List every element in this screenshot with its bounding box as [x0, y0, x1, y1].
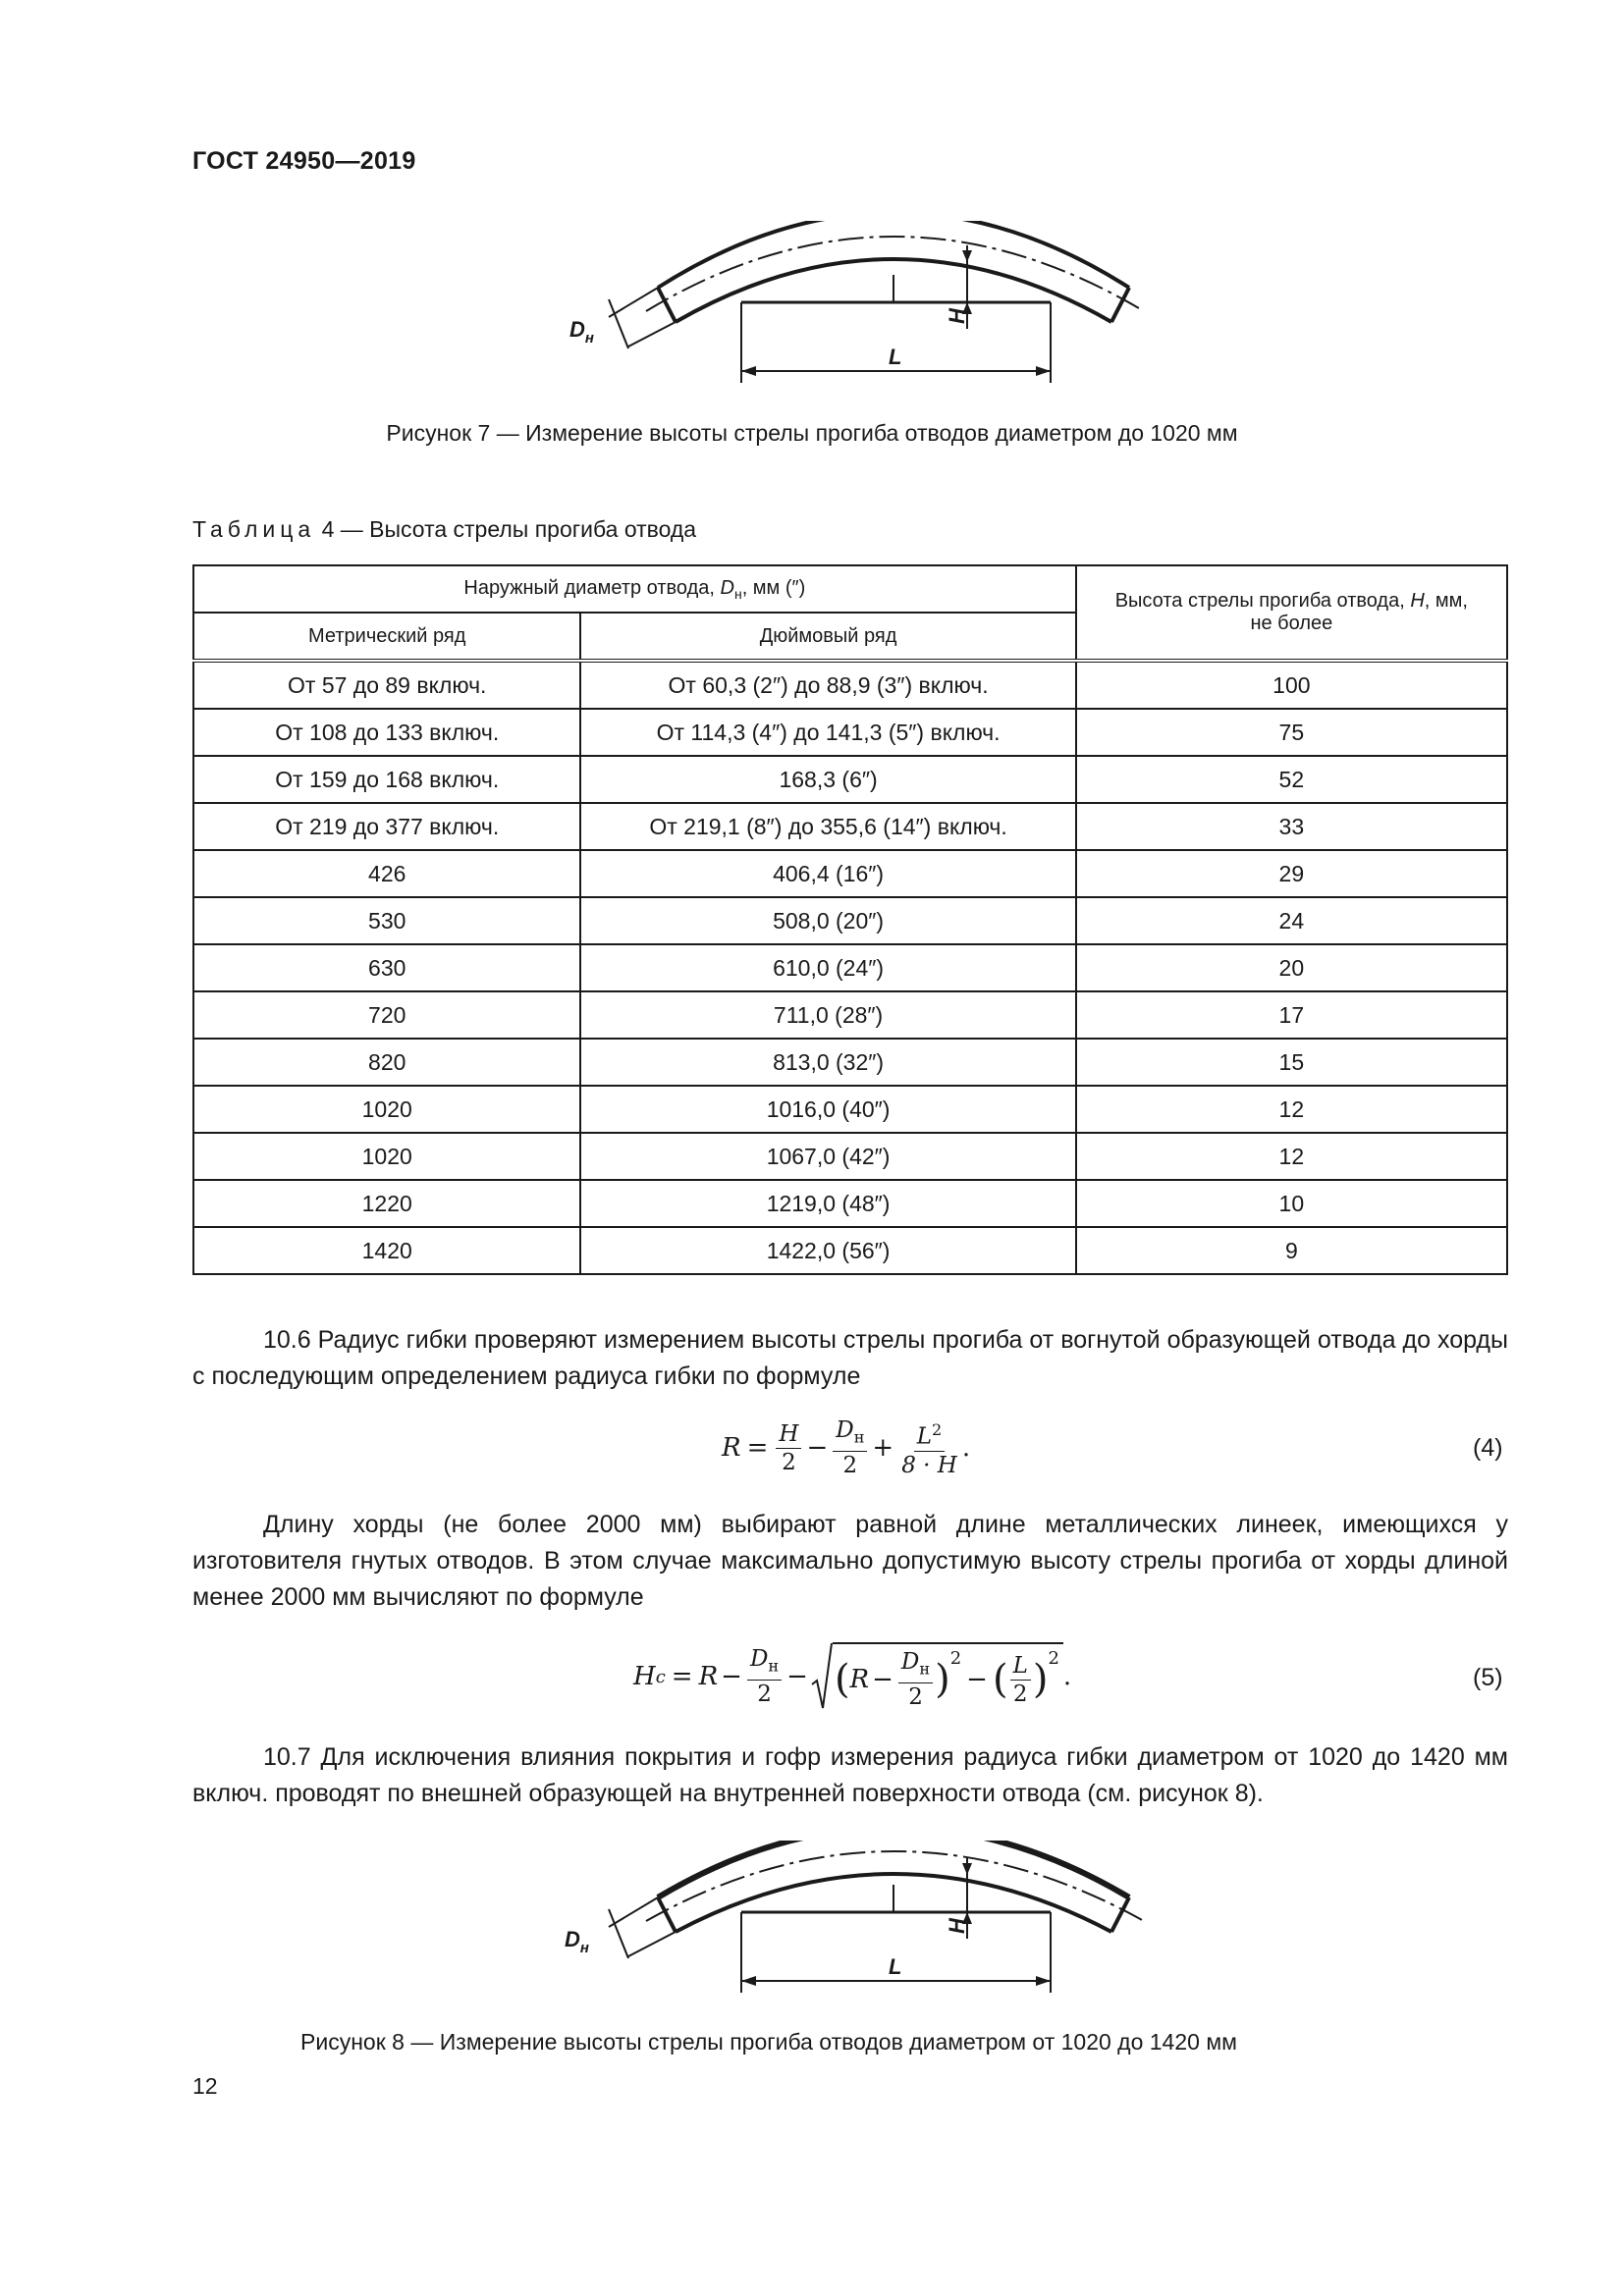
cell-metric: От 57 до 89 включ.	[193, 661, 580, 709]
deflection-table	[192, 564, 1508, 1275]
figure-8-caption: Рисунок 8 — Измерение высоты стрелы прогиба отводов диаметром от 1020 до 1420 мм	[300, 2029, 1237, 2055]
sqrt-sign	[811, 1641, 833, 1712]
figure-7-caption: Рисунок 7 — Измерение высоты стрелы прогиба отводов диаметром до 1020 мм	[386, 420, 1238, 446]
cell-height: 24	[1076, 897, 1507, 944]
cell-inch: 1067,0 (42″)	[580, 1133, 1075, 1180]
cell-inch: От 114,3 (4″) до 141,3 (5″) включ.	[580, 709, 1075, 756]
table-row	[193, 1133, 1507, 1180]
fig8-l-label: L	[889, 1954, 902, 1979]
table-row	[193, 1227, 1507, 1274]
cell-metric: 1020	[193, 1086, 580, 1133]
table-row	[193, 756, 1507, 803]
cell-height: 10	[1076, 1180, 1507, 1227]
header-inch: Дюймовый ряд	[580, 613, 1075, 661]
cell-inch: 813,0 (32″)	[580, 1039, 1075, 1086]
cell-inch: 711,0 (28″)	[580, 991, 1075, 1039]
cell-height: 52	[1076, 756, 1507, 803]
equation-number-5: (5)	[1473, 1664, 1503, 1691]
table-row	[193, 850, 1507, 897]
header-height: Высота стрелы прогиба отвода, H, мм, не более	[1076, 565, 1507, 661]
paragraph-10-6: 10.6 Радиус гибки проверяют измерением высоты стрелы прогиба от вогнутой образующей отвода до хорды с последующим определением радиуса гибки по формуле	[192, 1326, 1508, 1390]
cell-metric: 630	[193, 944, 580, 991]
table-row	[193, 661, 1507, 709]
cell-height: 33	[1076, 803, 1507, 850]
fig8-h-label: H	[945, 1918, 969, 1934]
formula-5: H c = R − $\frac{D_н}{2}$ − ( R − $\frac{D_н}{2}$ ) $^2$ − ( $\frac{L}{2}$ ) $^2$ .	[633, 1637, 1071, 1716]
cell-height: 12	[1076, 1086, 1507, 1133]
table-row	[193, 709, 1507, 756]
cell-metric: 1020	[193, 1133, 580, 1180]
table-row	[193, 991, 1507, 1039]
cell-metric: От 108 до 133 включ.	[193, 709, 580, 756]
fig7-d-label: $D_н$	[569, 317, 594, 347]
table-row	[193, 803, 1507, 850]
cell-height: 20	[1076, 944, 1507, 991]
cell-inch: 1422,0 (56″)	[580, 1227, 1075, 1274]
table-row	[193, 897, 1507, 944]
cell-inch: 508,0 (20″)	[580, 897, 1075, 944]
sqrt-expression: ( R − $\frac{D_н}{2}$ ) $^2$ − ( $\frac{L}{2}$ ) $^2$	[811, 1641, 1063, 1712]
table-row	[193, 944, 1507, 991]
cell-metric: 426	[193, 850, 580, 897]
cell-inch: 406,4 (16″)	[580, 850, 1075, 897]
header-metric: Метрический ряд	[193, 613, 580, 661]
figure-7-diagram	[550, 221, 1159, 398]
header-outer-diameter: Наружный диаметр отвода, $D_н$, мм (″)	[193, 565, 1076, 613]
cell-inch: 1016,0 (40″)	[580, 1086, 1075, 1133]
cell-inch: От 60,3 (2″) до 88,9 (3″) включ.	[580, 661, 1075, 709]
cell-height: 12	[1076, 1133, 1507, 1180]
cell-height: 17	[1076, 991, 1507, 1039]
cell-metric: 1420	[193, 1227, 580, 1274]
fig7-l-label: L	[889, 345, 902, 369]
cell-metric: 820	[193, 1039, 580, 1086]
cell-inch: От 219,1 (8″) до 355,6 (14″) включ.	[580, 803, 1075, 850]
fig7-h-label: H	[945, 308, 969, 324]
cell-height: 75	[1076, 709, 1507, 756]
document-header: ГОСТ 24950—2019	[192, 147, 416, 175]
fig8-d-label: $D_н$	[565, 1927, 589, 1956]
cell-metric: 720	[193, 991, 580, 1039]
cell-height: 29	[1076, 850, 1507, 897]
formula-4: R = $\frac{H}{2}$ − $\frac{D_н}{2}$ + $\frac{L^2}{8 \cdot H}$ .	[722, 1416, 971, 1479]
cell-metric: От 219 до 377 включ.	[193, 803, 580, 850]
cell-height: 15	[1076, 1039, 1507, 1086]
table-row	[193, 1180, 1507, 1227]
cell-metric: От 159 до 168 включ.	[193, 756, 580, 803]
cell-metric: 1220	[193, 1180, 580, 1227]
paragraph-10-7: 10.7 Для исключения влияния покрытия и гофр измерения радиуса гибки диаметром от 1020 до 1420 мм включ. проводят по внешней образующей на внутренней поверхности отвода (см. рисунок 8).	[192, 1743, 1508, 1807]
equation-number-4: (4)	[1473, 1434, 1503, 1462]
cell-inch: 1219,0 (48″)	[580, 1180, 1075, 1227]
cell-inch: 610,0 (24″)	[580, 944, 1075, 991]
cell-height: 100	[1076, 661, 1507, 709]
table-row	[193, 1039, 1507, 1086]
paragraph-chord-length: Длину хорды (не более 2000 мм) выбирают равной длине металлических линеек, имеющихся у изготовителя гнутых отводов. В этом случае максимально допустимую высоту стрелы прогиба от хорды длиной менее 2000 мм вычисляют по формуле	[192, 1511, 1508, 1611]
page-number: 12	[192, 2073, 218, 2099]
cell-inch: 168,3 (6″)	[580, 756, 1075, 803]
cell-height: 9	[1076, 1227, 1507, 1274]
cell-metric: 530	[193, 897, 580, 944]
figure-8-diagram	[550, 1841, 1159, 2007]
table-row	[193, 1086, 1507, 1133]
table-4-title: Таблица 4 — Высота стрелы прогиба отвода	[192, 516, 697, 542]
